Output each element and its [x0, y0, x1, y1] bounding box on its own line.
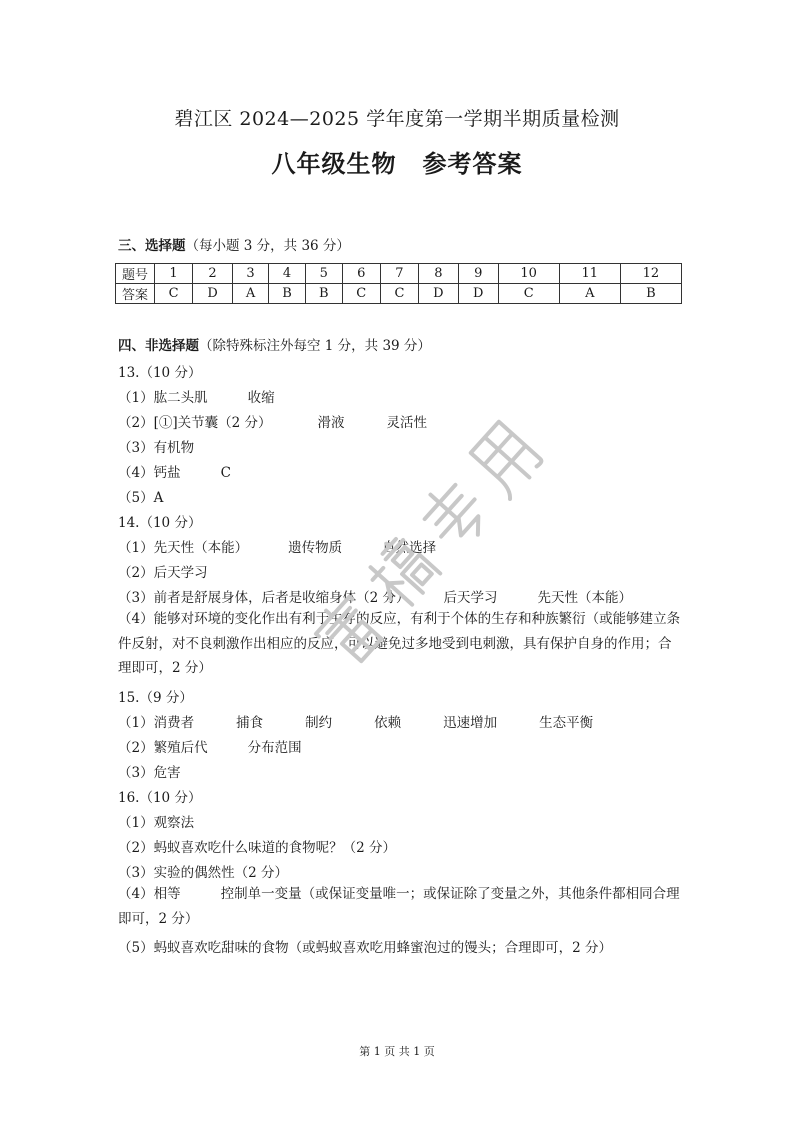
- table-cell: D: [418, 284, 458, 304]
- table-cell: B: [620, 284, 681, 304]
- answer-text: （1）先天性（本能）: [118, 540, 249, 556]
- table-cell: 12: [620, 264, 681, 284]
- table-cell: 6: [342, 264, 380, 284]
- q13-line1: [118, 386, 275, 406]
- table-cell: 1: [155, 264, 193, 284]
- answer-text: （2）繁殖后代: [118, 740, 208, 756]
- answer-text: 分布范围: [247, 740, 302, 756]
- table-row-numbers: [116, 264, 682, 284]
- section4-title: 四、非选择题: [118, 338, 199, 354]
- table-cell: 10: [498, 264, 559, 284]
- table-cell: 8: [418, 264, 458, 284]
- answer-text: （1）肱二头肌: [118, 390, 208, 406]
- q13-line3: （3）有机物: [118, 440, 195, 456]
- answer-text: C: [220, 465, 231, 481]
- q14-line4: （4）能够对环境的变化作出有利于生存的反应，有利于个体的生存和种族繁衍（或能够建立条件反射，对不良刺激作出相应的反应，可以避免过多地受到电刺激，具有保护自身的作用；合理即可，2 分）: [118, 611, 681, 676]
- section3-note: （每小题 3 分，共 36 分）: [185, 238, 350, 254]
- table-cell: 4: [269, 264, 306, 284]
- section3-heading: [118, 234, 350, 254]
- table-cell: 7: [380, 264, 418, 284]
- q15-line3: （3）危害: [118, 765, 181, 781]
- q16-heading: 16.（10 分）: [118, 790, 202, 806]
- table-cell: C: [155, 284, 193, 304]
- answer-text: （4）钙盐: [118, 465, 181, 481]
- table-cell: A: [559, 284, 620, 304]
- answer-key-label: 参考答案: [422, 150, 523, 178]
- q16-line4: [118, 882, 684, 931]
- answer-text: 遗传物质: [288, 540, 343, 556]
- answer-text: 制约: [305, 715, 333, 731]
- section4-note: （除特殊标注外每空 1 分，共 39 分）: [199, 338, 431, 354]
- table-cell: C: [342, 284, 380, 304]
- answer-text: （3）前者是舒展身体，后者是收缩身体（2 分）: [118, 590, 410, 606]
- q15-heading: 15.（9 分）: [118, 690, 193, 706]
- q16-line1: （1）观察法: [118, 815, 195, 831]
- row-label-answer: 答案: [116, 284, 155, 304]
- answer-text: 灵活性: [386, 415, 428, 431]
- table-cell: A: [232, 284, 268, 304]
- table-cell: D: [458, 284, 498, 304]
- page-footer: 第 1 页 共 1 页: [359, 1045, 435, 1058]
- table-cell: 2: [193, 264, 233, 284]
- answer-text: 先天性（本能）: [537, 590, 632, 606]
- q14-heading: 14.（10 分）: [118, 515, 202, 531]
- table-cell: D: [193, 284, 233, 304]
- answer-key-title: [0, 144, 794, 179]
- section4-heading: [118, 334, 431, 354]
- q13-heading: 13.（10 分）: [118, 365, 202, 381]
- answer-text: 生态平衡: [539, 715, 594, 731]
- answer-text: 收缩: [247, 390, 275, 406]
- table-cell: 5: [305, 264, 342, 284]
- q14-line3: [118, 586, 632, 606]
- row-label-number: 题号: [116, 264, 155, 284]
- answer-text: 依赖: [374, 715, 402, 731]
- q13-line5: （5）A: [118, 490, 164, 506]
- q15-line1: [118, 711, 593, 731]
- answer-text: 迅速增加: [443, 715, 498, 731]
- answer-text: （1）消费者: [118, 715, 195, 731]
- table-cell: C: [380, 284, 418, 304]
- answer-text: （4）相等: [118, 886, 181, 902]
- q13-line2: [118, 411, 427, 431]
- exam-title: 碧江区 2024—2025 学年度第一学期半期质量检测: [174, 108, 620, 130]
- section3-title: 三、选择题: [118, 238, 186, 254]
- table-cell: B: [305, 284, 342, 304]
- q16-line3: （3）实验的偶然性（2 分）: [118, 865, 288, 881]
- answer-text: 滑液: [317, 415, 345, 431]
- subject-label: 八年级生物: [271, 150, 397, 178]
- answer-text: 控制单一变量（或保证变量唯一；或保证除了变量之外，其他条件都相同合理即可，2 分）: [118, 886, 680, 927]
- answer-text: 自然选择: [382, 540, 437, 556]
- answer-text: （2）[①]关节囊（2 分）: [118, 415, 272, 431]
- q13-line4: [118, 461, 231, 481]
- q14-line1: [118, 536, 436, 556]
- q14-line2: （2）后天学习: [118, 565, 208, 581]
- table-row-answers: [116, 284, 682, 304]
- q16-line2: （2）蚂蚁喜欢吃什么味道的食物呢？（2 分）: [118, 840, 396, 856]
- table-cell: 9: [458, 264, 498, 284]
- q16-line5: （5）蚂蚁喜欢吃甜味的食物（或蚂蚁喜欢吃用蜂蜜泡过的馒头；合理即可，2 分）: [118, 940, 612, 956]
- table-cell: 11: [559, 264, 620, 284]
- table-cell: B: [269, 284, 306, 304]
- answer-text: 后天学习: [443, 590, 498, 606]
- answer-text: 捕食: [236, 715, 264, 731]
- q15-line2: [118, 736, 302, 756]
- table-cell: C: [498, 284, 559, 304]
- answer-table: [115, 263, 682, 304]
- table-cell: 3: [232, 264, 268, 284]
